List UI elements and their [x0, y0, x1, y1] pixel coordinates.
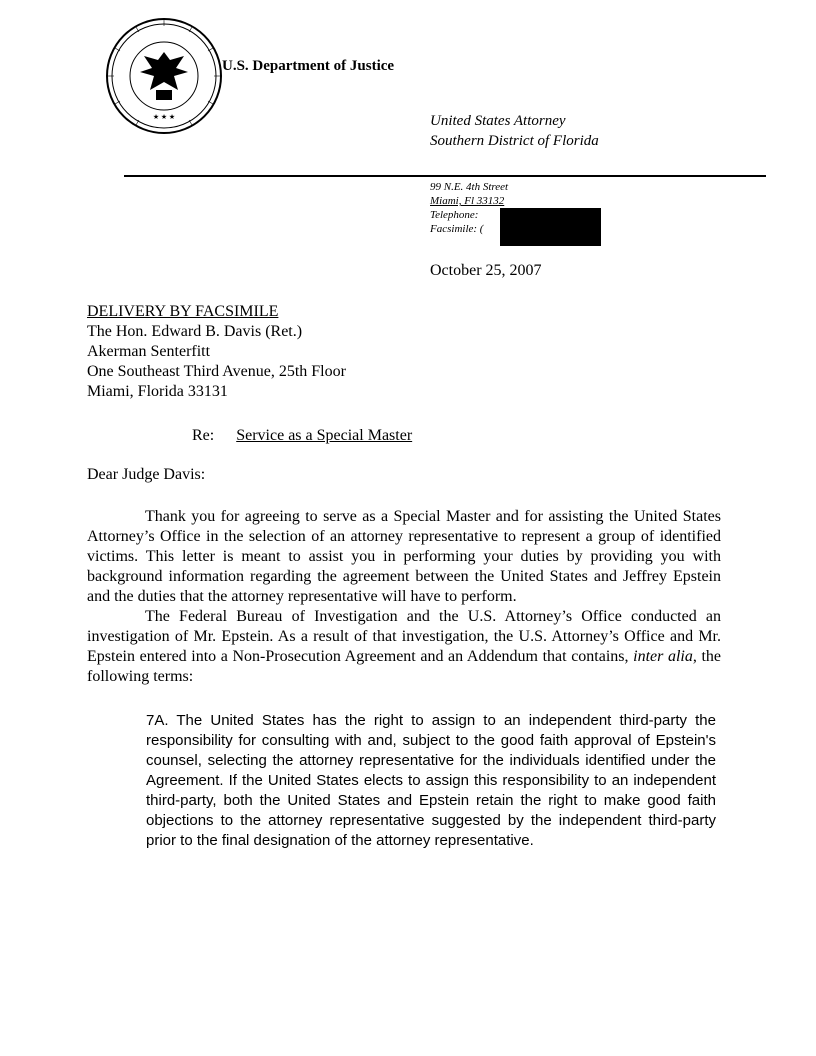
paragraph-2-end: , the following terms:: [87, 648, 721, 685]
office-title: United States Attorney: [430, 113, 566, 129]
address-facsimile: Facsimile: (: [430, 223, 484, 235]
body-paragraph-2: [87, 607, 721, 687]
paragraph-2-text: The Federal Bureau of Investigation and the U.S. Attorney’s Office conducted an investigation of Mr. Epstein. As a result of that investigation, the U.S. Attorney’s Office and Mr. Epstein entered into a Non-Prosecution Agreement and an Addendum that contains,: [87, 608, 721, 665]
re-line: [192, 427, 412, 445]
recipient-city: Miami, Florida 33131: [87, 383, 228, 400]
department-name: U.S. Department of Justice: [222, 58, 395, 74]
body-paragraph-1: Thank you for agreeing to serve as a Special Master and for assisting the United States Attorney’s Office in the selection of an attorney representative to represent a group of identified victims. This letter is meant to assist you in performing your duties by providing you with background information regarding the agreement between the United States and Jeffrey Epstein and the duties that the attorney representative will have to perform.: [87, 508, 721, 605]
header-divider: [124, 175, 766, 177]
office-address: [430, 180, 508, 236]
agreement-quote: 7A. The United States has the right to assign to an independent third-party the responsibility for consulting with and, subject to the good faith approval of Epstein's counsel, selecting the attorney representative for the individuals identified under the Agreement. If the United States elects to assign this responsibility to an independent third-party, both the United States and Epstein retain the right to make good faith objections to the attorney representative suggested by the independent third-party prior to the final designation of the attorney representative.: [146, 712, 716, 849]
letter-date: October 25, 2007: [430, 262, 542, 279]
address-city: Miami, Fl 33132: [430, 195, 505, 207]
doj-seal: [104, 16, 224, 136]
recipient-name: The Hon. Edward B. Davis (Ret.): [87, 323, 303, 340]
recipient-block: [87, 302, 346, 402]
address-telephone: Telephone:: [430, 209, 479, 221]
recipient-firm: Akerman Senterfitt: [87, 343, 211, 360]
paragraph-2-italic: inter alia: [633, 648, 693, 665]
recipient-street: One Southeast Third Avenue, 25th Floor: [87, 363, 346, 380]
re-subject: Service as a Special Master: [236, 427, 413, 444]
address-street: 99 N.E. 4th Street: [430, 181, 509, 193]
salutation: Dear Judge Davis:: [87, 466, 206, 483]
redaction-box: [500, 208, 601, 246]
re-label: Re:: [192, 427, 215, 444]
delivery-method: DELIVERY BY FACSIMILE: [87, 303, 279, 320]
office-district: Southern District of Florida: [430, 133, 599, 149]
svg-text:★ ★ ★: ★ ★ ★: [152, 113, 176, 121]
office-block: [430, 111, 599, 151]
